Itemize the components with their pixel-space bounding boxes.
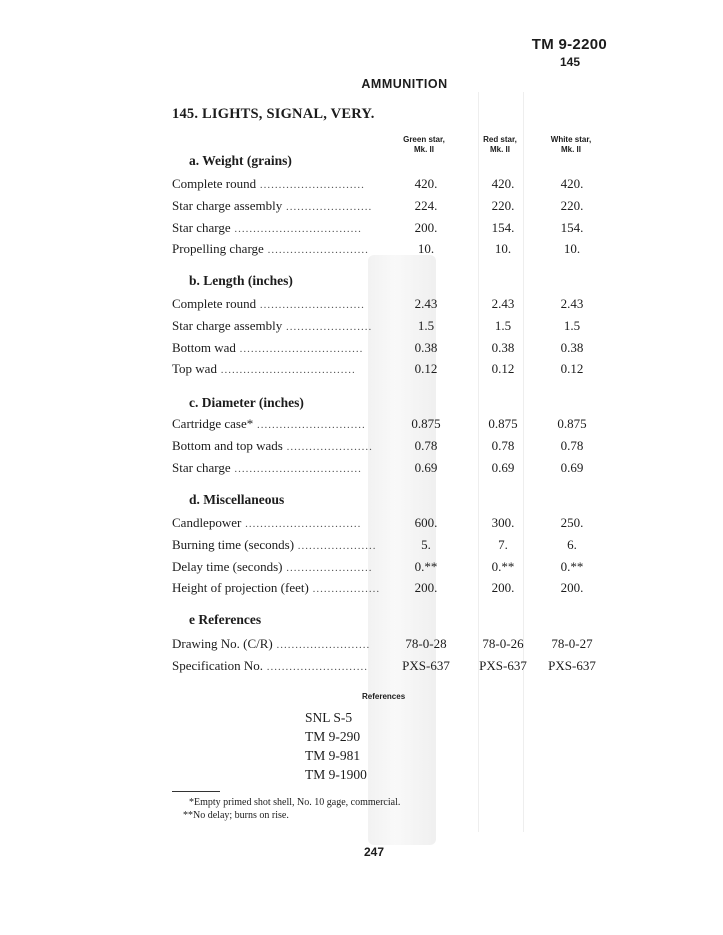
row-label-text: Bottom and top wads (172, 437, 283, 453)
row-label (172, 460, 362, 476)
leader-dots: ....................... (282, 561, 373, 574)
cell-value: 200. (491, 580, 515, 596)
cell-value: 200. (560, 580, 584, 596)
table-row (172, 416, 622, 436)
reference-item: TM 9-981 (305, 748, 361, 763)
row-label-text: Star charge (172, 459, 231, 475)
cell-value: 0.69 (414, 459, 438, 475)
table-row (172, 296, 622, 316)
row-label (172, 241, 369, 257)
leader-dots: ....................... (282, 440, 373, 453)
leader-dots: ................................. (235, 342, 364, 355)
cell-value: PXS-637 (402, 657, 450, 673)
leader-dots: ........................... (262, 660, 368, 673)
row-label (172, 438, 373, 454)
row-label-text: Star charge (172, 219, 231, 235)
cell-value: 200. (414, 580, 438, 596)
leader-dots: ....................... (282, 200, 373, 213)
cell-value: 0.12 (414, 361, 438, 377)
page-title: 145. LIGHTS, SIGNAL, VERY. (172, 106, 375, 122)
cell-value: 420. (491, 176, 515, 191)
cell-value: 220. (560, 197, 584, 213)
table-row (172, 318, 622, 338)
row-label-text: Cartridge case* (172, 416, 254, 431)
footnote-2: **No delay; burns on rise. (183, 810, 289, 821)
cell-value: 1.5 (563, 317, 581, 333)
row-label (172, 658, 368, 674)
cell-value: 1.5 (417, 317, 435, 333)
cell-value: 0.875 (557, 416, 587, 431)
table-row (172, 537, 622, 557)
leader-dots: ......................... (272, 639, 371, 651)
leader-dots: .................................... (216, 364, 356, 377)
cell-value: 0.38 (414, 339, 438, 355)
section-heading (0, 77, 723, 91)
cell-value: 220. (491, 197, 515, 213)
row-label-text: Bottom wad (172, 339, 236, 355)
cell-value: 0.875 (411, 416, 441, 431)
cell-value: 0.** (560, 558, 584, 574)
column-header-red-line1: Red star, (483, 135, 517, 144)
column-header-white (526, 135, 616, 155)
table-row (172, 340, 622, 360)
table-row (172, 438, 622, 458)
cell-value: 7. (498, 536, 508, 552)
tm-number: TM 9-2200 (531, 36, 607, 53)
cell-value: 78-0-26 (482, 636, 524, 651)
leader-dots: .................................. (230, 462, 362, 475)
cell-value: PXS-637 (548, 657, 596, 673)
reference-item: TM 9-290 (305, 729, 361, 744)
group-heading: e References (189, 612, 262, 627)
table-row (172, 241, 622, 261)
column-header-green-line1: Green star, (403, 135, 445, 144)
leader-dots: ....................... (282, 320, 373, 333)
row-label-text: Complete round (172, 176, 257, 191)
cell-value: 154. (560, 219, 584, 235)
cell-value: 250. (560, 515, 584, 530)
row-label-text: Propelling charge (172, 241, 264, 257)
cell-value: 0.38 (560, 339, 584, 355)
cell-value: 300. (491, 515, 515, 530)
row-label-text: Star charge assembly (172, 317, 283, 333)
row-label (172, 198, 372, 214)
table-row (172, 636, 622, 656)
group-heading: c. Diameter (inches) (189, 395, 304, 410)
row-label-text: Star charge assembly (172, 197, 283, 213)
row-label-text: Candlepower (172, 515, 242, 530)
cell-value: 0.69 (491, 459, 515, 475)
cell-value: 0.12 (491, 361, 515, 377)
table-row (172, 220, 622, 240)
references-title: References (362, 692, 406, 701)
table-row (172, 460, 622, 480)
cell-value: 0.** (414, 558, 438, 574)
section-heading-text: AMMUNITION (361, 77, 448, 91)
cell-value: 200. (414, 219, 438, 235)
cell-value: 420. (414, 176, 438, 191)
page-reference: 145 (559, 55, 580, 69)
row-label (172, 416, 366, 432)
leader-dots: ............................... (241, 518, 362, 530)
row-label (172, 559, 372, 575)
footnote-rule (172, 791, 220, 792)
column-header-green-line2: Mk. II (413, 145, 434, 154)
group-heading: a. Weight (grains) (189, 153, 292, 168)
cell-value: 224. (414, 197, 438, 213)
row-label (172, 220, 362, 236)
reference-item: SNL S-5 (305, 710, 353, 725)
cell-value: PXS-637 (479, 657, 527, 673)
row-label (172, 296, 365, 312)
row-label (172, 636, 370, 652)
row-label (172, 340, 363, 356)
cell-value: 0.38 (491, 339, 515, 355)
leader-dots: ..................... (294, 539, 377, 552)
table-row (172, 198, 622, 218)
row-label (172, 580, 380, 596)
column-header-white-line1: White star, (550, 135, 592, 144)
cell-value: 78-0-28 (405, 636, 447, 651)
row-label-text: Complete round (172, 296, 257, 311)
leader-dots: ........................... (263, 244, 369, 257)
row-label-text: Drawing No. (C/R) (172, 636, 273, 651)
group-heading: b. Length (inches) (189, 273, 293, 288)
reference-item: TM 9-1900 (305, 767, 367, 782)
cell-value: 2.43 (491, 296, 515, 311)
cell-value: 1.5 (494, 317, 512, 333)
cell-value: 6. (567, 536, 577, 552)
row-label-text: Top wad (172, 361, 217, 377)
cell-value: 0.78 (491, 437, 515, 453)
column-header-white-line2: Mk. II (560, 145, 581, 154)
row-label-text: Delay time (seconds) (172, 558, 283, 574)
group-heading: d. Miscellaneous (189, 492, 285, 507)
cell-value: 0.69 (560, 459, 584, 475)
table-row (172, 361, 622, 381)
cell-value: 0.78 (560, 437, 584, 453)
cell-value: 10. (494, 241, 512, 257)
leader-dots: .................................. (230, 222, 362, 235)
table-row (172, 515, 622, 535)
leader-dots: ............................ (256, 299, 365, 311)
cell-value: 10. (417, 241, 435, 257)
cell-value: 5. (421, 536, 431, 552)
cell-value: 0.875 (488, 416, 518, 431)
cell-value: 0.78 (414, 437, 438, 453)
table-row (172, 176, 622, 196)
cell-value: 600. (414, 515, 438, 530)
leader-dots: ............................ (256, 179, 365, 191)
leader-dots: .................. (308, 583, 381, 596)
footnote-1: *Empty primed shot shell, No. 10 gage, commercial. (189, 797, 401, 808)
cell-value: 2.43 (414, 296, 438, 311)
cell-value: 0.12 (560, 361, 584, 377)
column-header-red-line2: Mk. II (489, 145, 510, 154)
table-row (172, 658, 622, 678)
row-label-text: Specification No. (172, 657, 263, 673)
cell-value: 78-0-27 (551, 636, 593, 651)
table-row (172, 559, 622, 579)
row-label (172, 361, 356, 377)
cell-value: 0.** (491, 558, 515, 574)
page-number: 247 (364, 845, 385, 859)
row-label-text: Burning time (seconds) (172, 536, 295, 552)
cell-value: 10. (563, 241, 581, 257)
cell-value: 154. (491, 219, 515, 235)
row-label (172, 537, 377, 553)
cell-value: 420. (560, 176, 584, 191)
row-label (172, 515, 361, 531)
row-label (172, 176, 365, 192)
cell-value: 2.43 (560, 296, 584, 311)
row-label-text: Height of projection (feet) (172, 580, 309, 596)
row-label (172, 318, 372, 334)
table-row (172, 580, 622, 600)
leader-dots: ............................. (253, 419, 366, 431)
